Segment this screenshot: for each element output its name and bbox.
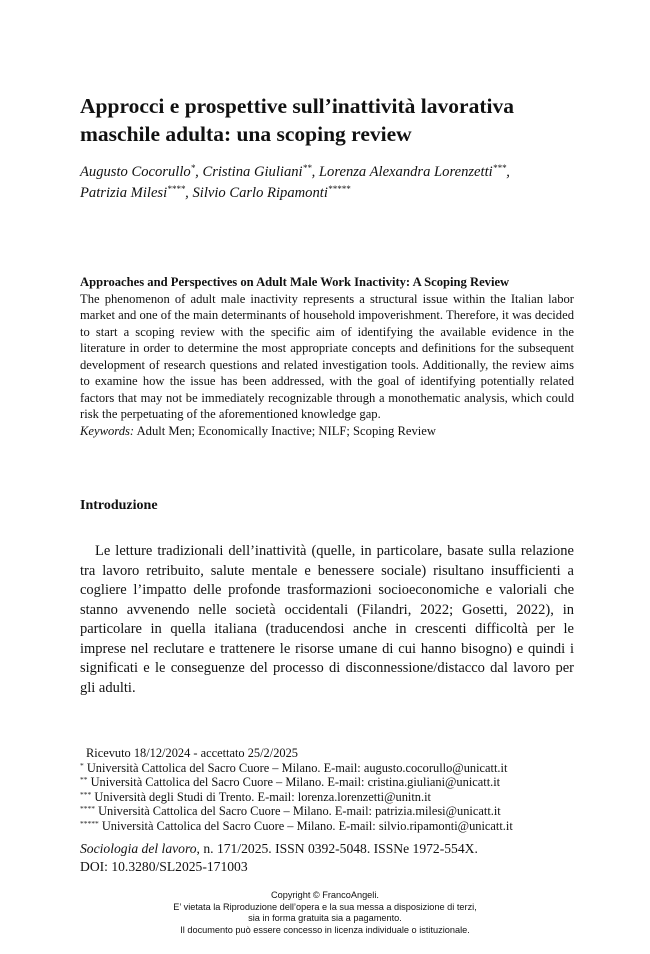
affiliation-mark: ***** [80, 818, 99, 828]
copyright-line-4: Il documento può essere concesso in licenza individuale o istituzionale. [180, 924, 470, 935]
affiliation-mark: **** [80, 804, 95, 813]
author-separator: , [506, 164, 510, 180]
copyright-line-2: E’ vietata la Riproduzione dell’opera e la sua messa a disposizione di terzi, [173, 901, 477, 912]
footnotes [80, 746, 580, 833]
abstract-text: The phenomenon of adult male inactivity represents a structural issue within the Italian labor market and one of the main determinants of household impoverishment. Therefore, it was decided to start a scoping review with the specific aim of identifying the available evidence in the literature in order to determine the most appropriate concepts and definitions for the subsequent development of research questions and related investigation tools. Additionally, the review aims to examine how the issue has been addressed, with the goal of identifying potentially related factors that may not be immediately recognizable through a monothematic analysis, which could risk the perpetuating of the aforementioned knowledge gap. [80, 291, 574, 421]
author-name: Patrizia Milesi [80, 185, 168, 201]
copyright-line-3: sia in forma gratuita sia a pagamento. [248, 913, 402, 924]
abstract-title: Approaches and Perspectives on Adult Male Work Inactivity: A Scoping Review [80, 275, 510, 289]
author-list [80, 162, 580, 204]
affiliation-text: Università Cattolica del Sacro Cuore – Milano. E-mail: patrizia.milesi@unicatt.it [95, 804, 501, 818]
author-footnote-mark: *** [492, 163, 507, 173]
section-heading: Introduzione [80, 498, 158, 513]
affiliation-note [80, 790, 580, 805]
doi: DOI: 10.3280/SL2025-171003 [80, 859, 248, 874]
article-title-line-2: maschile adulta: una scoping review [80, 122, 412, 146]
author-name: Augusto Cocorullo [80, 164, 191, 180]
author-separator: , [185, 185, 193, 201]
journal-details: , n. 171/2025. ISSN 0392-5048. ISSNe 1972-554X. [196, 841, 478, 856]
author-footnote-mark: ** [302, 163, 312, 173]
article-title-line-1: Approcci e prospettive sull’inattività lavorativa [80, 94, 514, 118]
keywords-line [80, 424, 436, 438]
affiliation-mark: ** [80, 775, 88, 784]
affiliation-text: Università Cattolica del Sacro Cuore – Milano. E-mail: silvio.ripamonti@unicatt.it [98, 818, 513, 833]
author-separator: , [195, 164, 203, 180]
keywords-list: Adult Men; Economically Inactive; NILF; Scoping Review [134, 423, 436, 438]
author-footnote-mark: ***** [327, 184, 351, 194]
article-title [80, 92, 580, 148]
affiliation-text: Università Cattolica del Sacro Cuore – Milano. E-mail: cristina.giuliani@unicatt.it [87, 775, 501, 789]
affiliation-text: Università Cattolica del Sacro Cuore – Milano. E-mail: augusto.cocorullo@unicatt.it [83, 760, 508, 775]
journal-issue-line [80, 840, 580, 858]
abstract [80, 274, 574, 439]
copyright-notice [0, 890, 650, 936]
copyright-line-1: Copyright © FrancoAngeli. [271, 890, 379, 900]
introduction-paragraph: Le letture tradizionali dell’inattività (quelle, in particolare, basate sulla relazione tra lavoro retribuito, salute mentale e benessere sociale) risultano insufficienti a cogliere l’impatto delle profonde trasformazioni socioeconomiche e valoriali che stanno avvenendo nelle società occidentali (Filandri, 2022; Gosetti, 2022), in particolare in quella italiana (traducendosi anche in crescenti difficoltà per le imprese nel reclutare e trattenere le risorse umane di cui hanno bisogno) e quindi i significati e le conseguenze del processo di disconnessione/distacco dal lavoro per gli adulti. [80, 543, 574, 696]
affiliation-mark: *** [80, 789, 92, 799]
keywords-label: Keywords: [80, 423, 135, 438]
author-name: Cristina Giuliani [202, 164, 303, 180]
affiliation-note [80, 761, 580, 776]
author-name: Silvio Carlo Ripamonti [192, 185, 328, 201]
affiliation-note [80, 804, 580, 819]
author-separator: , [311, 164, 319, 180]
author-footnote-mark: * [190, 163, 196, 173]
journal-citation [80, 840, 580, 876]
affiliation-note [80, 775, 580, 790]
affiliation-note [80, 819, 580, 834]
received-dates: Ricevuto 18/12/2024 - accettato 25/2/2025 [86, 746, 298, 760]
author-name: Lorenza Alexandra Lorenzetti [318, 164, 493, 180]
author-footnote-mark: **** [167, 184, 186, 194]
affiliation-mark: * [80, 760, 84, 770]
journal-name: Sociologia del lavoro [80, 841, 197, 856]
affiliation-text: Università degli Studi di Trento. E-mail: lorenza.lorenzetti@unitn.it [91, 789, 431, 804]
